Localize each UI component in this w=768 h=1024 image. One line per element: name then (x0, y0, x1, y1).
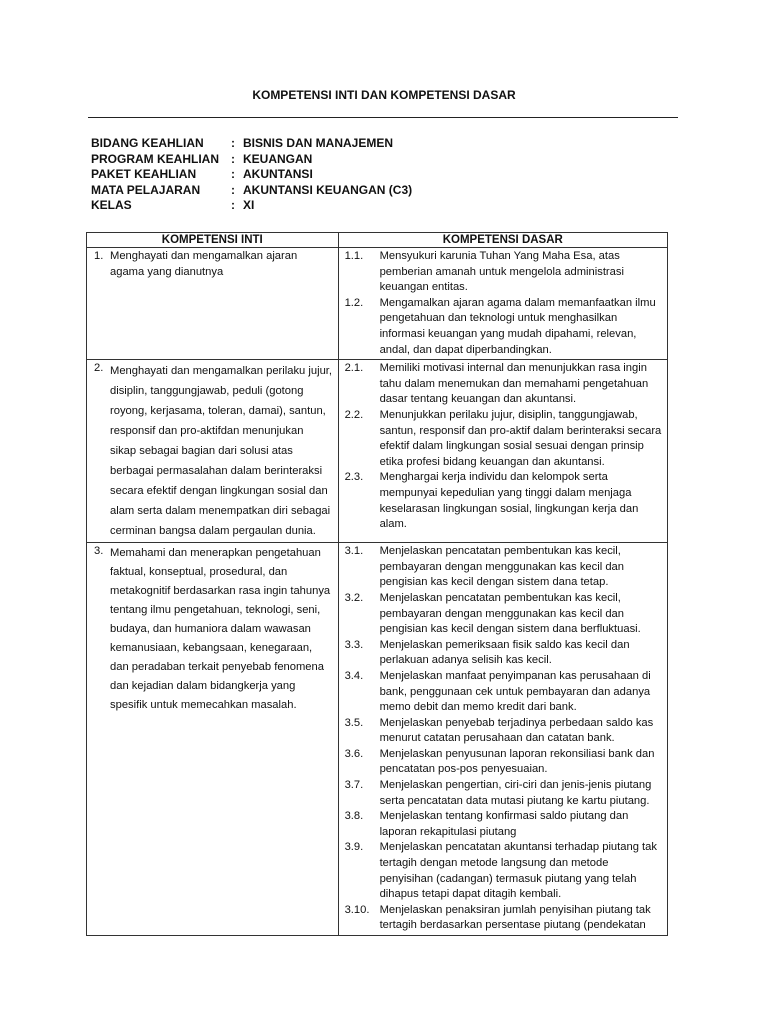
kd-number: 3.7. (344, 779, 364, 792)
kd-number: 1.1. (344, 250, 364, 262)
kd-text: Menjelaskan tentang konfirmasi saldo piutang dan laporan rekapitulasi piutang (379, 810, 629, 838)
ki-number: 1. (94, 250, 104, 262)
kd-number: 3.8. (344, 810, 364, 823)
kd-item (345, 591, 662, 638)
ki-item (88, 249, 337, 280)
meta-colon: : (231, 151, 235, 166)
kd-item (345, 903, 662, 934)
meta-value: KEUANGAN (243, 151, 313, 166)
kd-number: 3.10. (344, 903, 370, 916)
kd-text: Menjelaskan pencatatan akuntansi terhadap piutang tak tertagih dengan metode langsung dan metode penyisihan (cadangan) termasuk piutang yang telah dihapus tetapi dapat ditagih kembali. (379, 841, 657, 901)
meta-value: AKUNTANSI (243, 167, 313, 181)
kd-item (345, 778, 662, 809)
kd-text: Mengamalkan ajaran agama dalam memanfaatkan ilmu pengetahuan dan teknologi untuk menghasilkan informasi keuangan yang mudah dipahami, relevan, andal, dan dapat diperbandingkan. (379, 296, 656, 356)
kd-text: Mensyukuri karunia Tuhan Yang Maha Esa, atas pemberian amanah untuk mengelola administrasi keuangan entitas. (379, 250, 624, 294)
meta-row-program-keahlian (91, 152, 412, 168)
kd-text: Menjelaskan penyusunan laporan rekonsiliasi bank dan pencatatan pos-pos penyesuaian. (379, 747, 655, 776)
meta-value: AKUNTANSI KEUANGAN (C3) (243, 182, 413, 197)
ki-cell (87, 360, 339, 543)
meta-row-bidang-keahlian (91, 136, 412, 152)
kd-number: 3.2. (344, 591, 364, 604)
meta-colon: : (231, 198, 235, 212)
header-kompetensi-dasar: KOMPETENSI DASAR (338, 233, 667, 248)
kd-text: Menjelaskan pencatatan pembentukan kas kecil, pembayaran dengan menggunakan kas kecil dan pengisian kas kecil dengan sistem dana tetap. (379, 545, 624, 589)
meta-colon: : (231, 136, 235, 150)
meta-label: MATA PELAJARAN (91, 182, 201, 197)
kd-item (345, 408, 662, 470)
ki-cell (87, 248, 339, 360)
ki-item (88, 544, 337, 715)
kd-cell (338, 360, 667, 543)
kd-text: Menjelaskan pengertian, ciri-ciri dan jenis-jenis piutang serta pencatatan data mutasi piutang ke kartu piutang. (379, 779, 652, 807)
meta-colon: : (231, 167, 235, 181)
table-row (87, 360, 668, 543)
ki-cell (87, 543, 339, 936)
kd-number: 1.2. (344, 296, 364, 309)
kd-number: 3.6. (344, 747, 364, 760)
meta-row-paket-keahlian (91, 167, 412, 183)
table-row (87, 543, 668, 936)
kd-item (345, 361, 662, 408)
table-header-row (87, 233, 668, 248)
kd-cell (338, 543, 667, 936)
header-kompetensi-inti: KOMPETENSI INTI (87, 233, 339, 248)
kd-text: Menjelaskan penyebab terjadinya perbedaan saldo kas menurut catatan perusahaan dan catatan bank. (379, 716, 654, 745)
kd-number: 3.9. (344, 841, 364, 854)
kd-list (340, 361, 666, 533)
meta-row-mata-pelajaran (91, 183, 412, 199)
meta-label: KELAS (91, 198, 132, 212)
meta-row-kelas (91, 198, 412, 214)
kd-item (345, 249, 662, 296)
kd-text: Menjelaskan pemeriksaan fisik saldo kas kecil dan perlakuan adanya selisih kas kecil. (379, 638, 630, 667)
kd-text: Menghargai kerja individu dan kelompok serta mempunyai kepedulian yang tinggi dalam menjaga keselarasan lingkungan sosial, lingkungan kerja dan alam. (379, 471, 639, 531)
meta-label: BIDANG KEAHLIAN (91, 136, 204, 150)
kd-text: Memiliki motivasi internal dan menunjukkan rasa ingin tahu dalam menemukan dan memahami pengetahuan dasar tentang keuangan dan akuntansi. (379, 362, 649, 406)
kd-item (345, 470, 662, 532)
kd-number: 3.1. (344, 545, 364, 558)
kd-item (345, 809, 662, 840)
kd-number: 2.1. (344, 362, 364, 375)
kd-item (345, 669, 662, 716)
kd-list (340, 544, 666, 934)
document-title: KOMPETENSI INTI DAN KOMPETENSI DASAR (252, 88, 516, 102)
kd-text: Menunjukkan perilaku jujur, disiplin, tanggungjawab, santun, responsif dan pro-aktif dalam berinteraksi secara efektif dalam lingkungan sosial sesuai dengan prinsip etika profesi bidang keuangan dan akuntansi. (379, 408, 662, 468)
ki-text: Menghayati dan mengamalkan ajaran agama yang dianutnya (110, 250, 298, 278)
meta-label: PAKET KEAHLIAN (91, 167, 197, 181)
ki-text: Menghayati dan mengamalkan perilaku jujur, disiplin, tanggungjawab, peduli (gotong royong, kerjasama, toleran, damai), santun, responsif dan pro-aktifdan menunjukan sikap sebagai bagian dari solusi atas berbagai permasalahan dalam berinteraksi secara efektif dengan lingkungan sosial dan alam serta dalam menempatkan diri sebagai cerminan bangsa dalam pergaulan dunia. (110, 365, 333, 538)
ki-text: Memahami dan menerapkan pengetahuan faktual, konseptual, prosedural, dan metakognitif berdasarkan rasa ingin tahunya tentang ilmu pengetahuan, teknologi, seni, budaya, dan humaniora dalam wawasan kemanusiaan, kebangsaan, kenegaraan, dan peradaban terkait penyebab fenomena dan kejadian dalam bidangkerja yang spesifik untuk memecahkan masalah. (110, 547, 331, 712)
kd-cell (338, 248, 667, 360)
kd-number: 2.2. (344, 408, 364, 421)
kd-list (340, 249, 666, 358)
ki-number: 2. (94, 362, 104, 375)
kd-number: 3.4. (344, 669, 364, 682)
kd-text: Menjelaskan manfaat penyimpanan kas perusahaan di bank, penggunaan cek untuk pembayaran dan adanya memo debit dan memo kredit dari bank. (379, 669, 651, 714)
ki-number: 3. (94, 545, 104, 558)
kd-number: 3.5. (344, 716, 364, 729)
kd-item (345, 544, 662, 591)
meta-value: XI (243, 198, 255, 212)
ki-item (88, 361, 337, 541)
kd-number: 2.3. (344, 471, 364, 484)
kd-text: Menjelaskan penaksiran jumlah penyisihan piutang tak tertagih berdasarkan persentase piutang (pendekatan (379, 903, 651, 932)
title-divider (88, 117, 678, 118)
kd-item (345, 716, 662, 747)
document-meta (91, 136, 412, 214)
kd-number: 3.3. (344, 638, 364, 651)
meta-colon: : (231, 182, 235, 197)
kd-item (345, 638, 662, 669)
kd-text: Menjelaskan pencatatan pembentukan kas kecil, pembayaran dengan menggunakan kas kecil dan pengisian kas kecil dengan sistem dana berfluktuasi. (379, 591, 641, 636)
competency-table (86, 232, 668, 936)
meta-label: PROGRAM KEAHLIAN (91, 151, 219, 166)
kd-item (345, 296, 662, 358)
kd-item (345, 840, 662, 902)
table-row (87, 248, 668, 360)
kd-item (345, 747, 662, 778)
meta-value: BISNIS DAN MANAJEMEN (243, 136, 394, 150)
